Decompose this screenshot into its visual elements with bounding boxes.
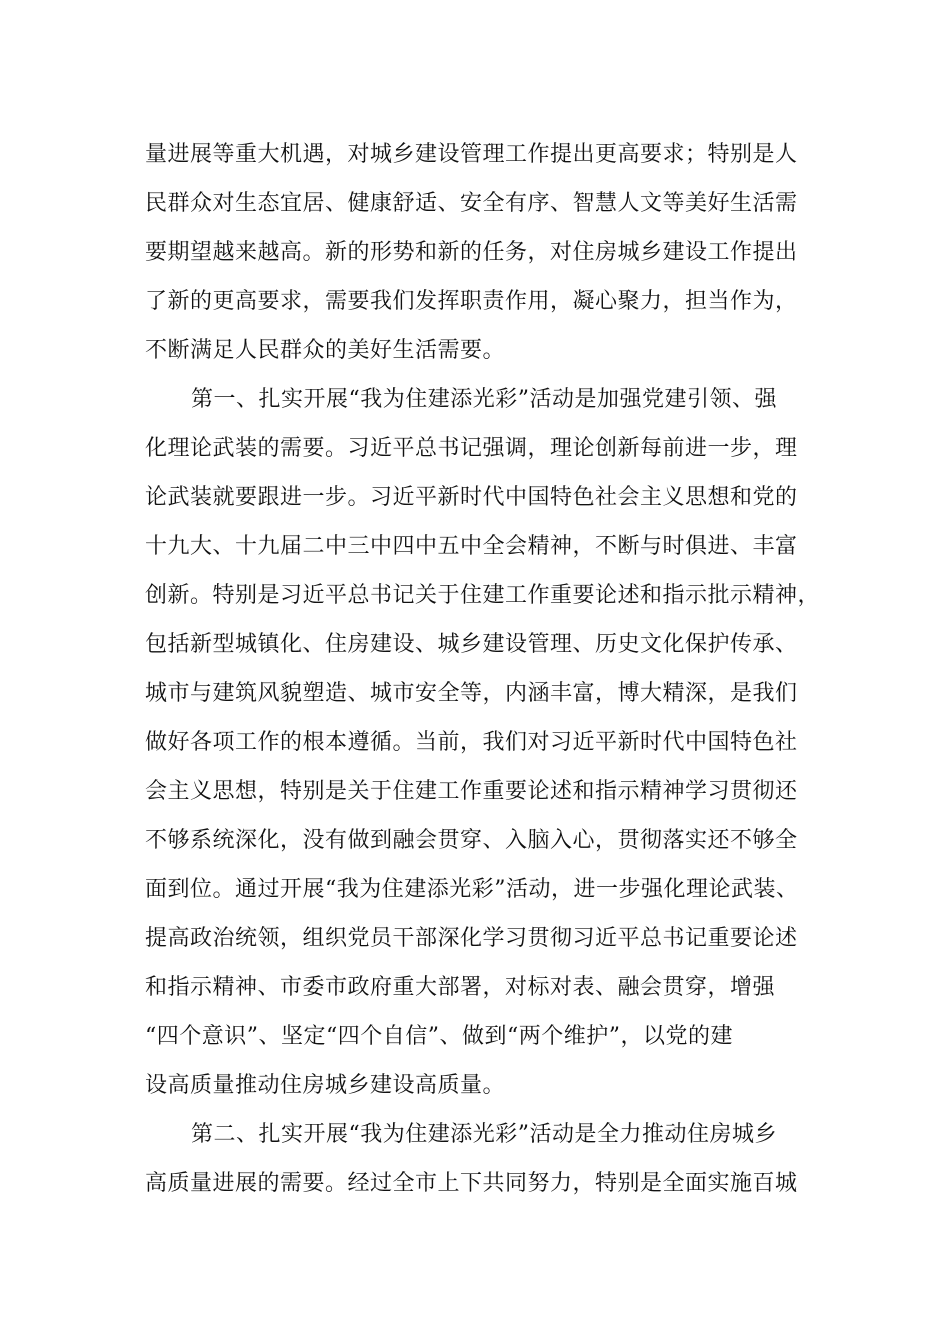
paragraph-second-start: 第二、扎实开展“我为住建添光彩”活动是全力推动住房城乡 bbox=[191, 1122, 777, 1147]
text-line-10: 创新。特别是习近平总书记关于住建工作重要论述和指示批示精神， bbox=[145, 583, 821, 608]
text-line-3: 要期望越来越高。新的形势和新的任务，对住房城乡建设工作提出 bbox=[145, 240, 798, 265]
text-line-7: 化理论武装的需要。习近平总书记强调，理论创新每前进一步，理 bbox=[145, 436, 798, 461]
text-line-22: 高质量进展的需要。经过全市上下共同努力，特别是全面实施百城 bbox=[145, 1171, 798, 1196]
document-body bbox=[145, 130, 835, 1208]
text-line-2: 民群众对生态宜居、健康舒适、安全有序、智慧人文等美好生活需 bbox=[145, 191, 798, 216]
text-line-8: 论武装就要跟进一步。习近平新时代中国特色社会主义思想和党的 bbox=[145, 485, 798, 510]
paragraph-first-start: 第一、扎实开展“我为住建添光彩”活动是加强党建引领、强 bbox=[191, 387, 777, 412]
text-line-19: “四个意识”、坚定“四个自信”、做到“两个维护”，以党的建 bbox=[145, 1024, 733, 1049]
text-line-14: 会主义思想，特别是关于住建工作重要论述和指示精神学习贯彻还 bbox=[145, 779, 798, 804]
text-line-5: 不断满足人民群众的美好生活需要。 bbox=[145, 338, 506, 363]
text-line-12: 城市与建筑风貌塑造、城市安全等，内涵丰富，博大精深，是我们 bbox=[145, 681, 798, 706]
text-line-9: 十九大、十九届二中三中四中五中全会精神，不断与时俱进、丰富 bbox=[145, 534, 798, 559]
text-line-15: 不够系统深化，没有做到融会贯穿、入脑入心，贯彻落实还不够全 bbox=[145, 828, 798, 853]
text-line-18: 和指示精神、市委市政府重大部署，对标对表、融会贯穿，增强 bbox=[145, 975, 776, 1000]
text-line-4: 了新的更高要求，需要我们发挥职责作用，凝心聚力，担当作为， bbox=[145, 289, 798, 314]
text-line-1: 量进展等重大机遇，对城乡建设管理工作提出更高要求；特别是人 bbox=[145, 142, 798, 167]
text-line-13: 做好各项工作的根本遵循。当前，我们对习近平新时代中国特色社 bbox=[145, 730, 798, 755]
text-line-11: 包括新型城镇化、住房建设、城乡建设管理、历史文化保护传承、 bbox=[145, 632, 798, 657]
text-line-17: 提高政治统领，组织党员干部深化学习贯彻习近平总书记重要论述 bbox=[145, 926, 798, 951]
text-line-20: 设高质量推动住房城乡建设高质量。 bbox=[145, 1073, 506, 1098]
text-line-16: 面到位。通过开展“我为住建添光彩”活动，进一步强化理论武装、 bbox=[145, 877, 799, 902]
